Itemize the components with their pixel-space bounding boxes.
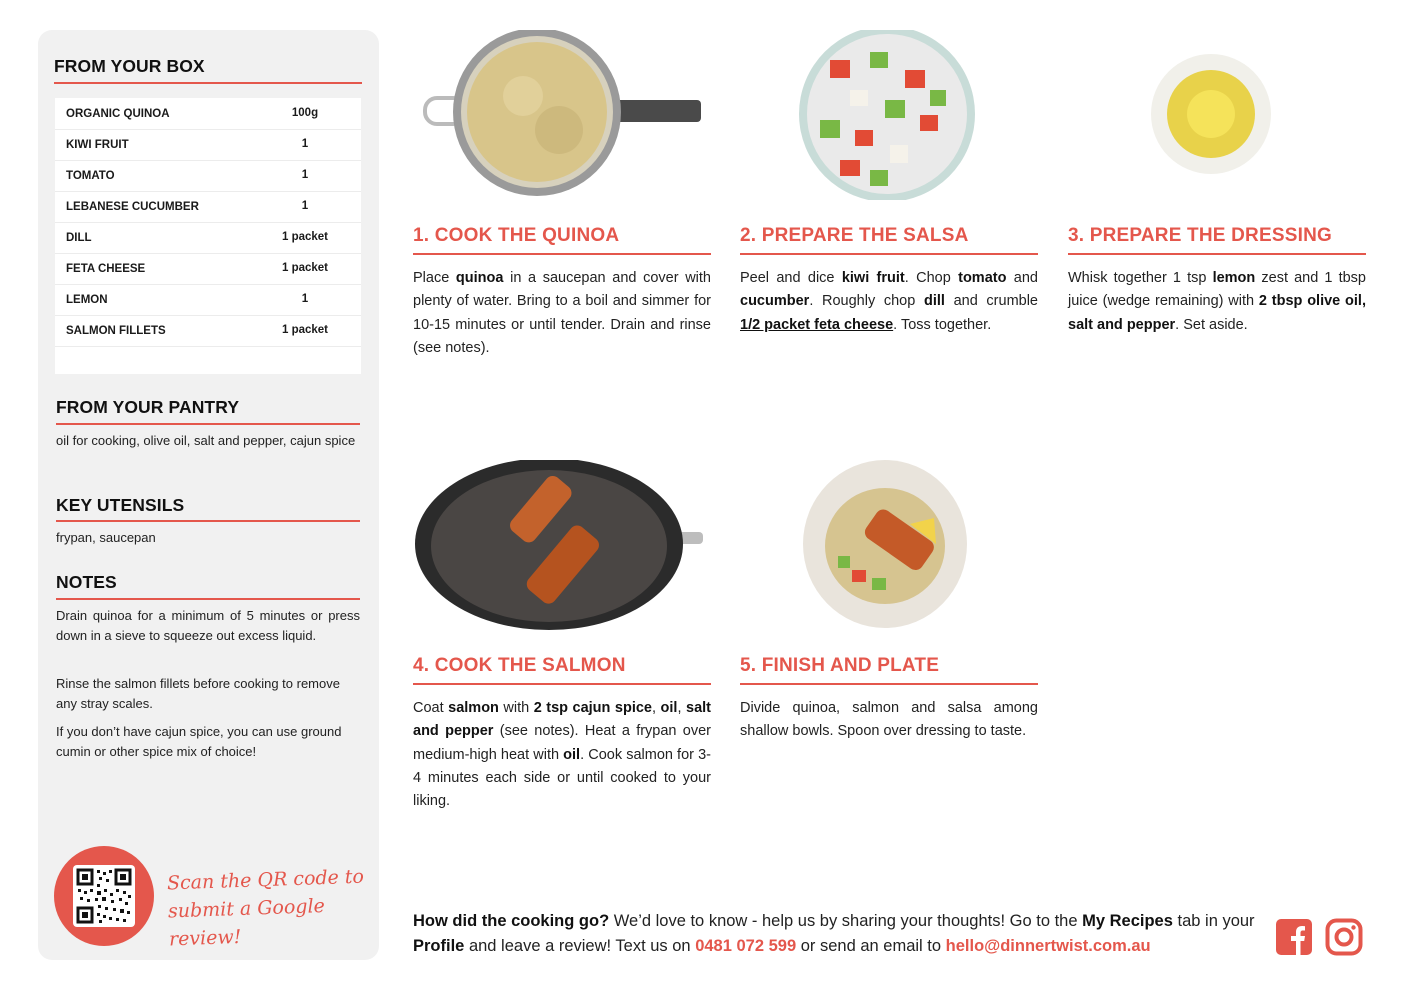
text-bold: Profile [413, 937, 465, 955]
table-row [55, 253, 361, 285]
text-bold: 2 tsp cajun spice [533, 700, 652, 716]
table-row [55, 98, 361, 130]
text-bold: salmon [448, 700, 499, 716]
text-run: zest and 1 tbsp juice (wedge remaining) with [1068, 270, 1366, 310]
ingredient-qty: 1 [301, 138, 309, 150]
ingredient-qty: 1 packet [281, 324, 329, 336]
qr-caption-line: submit a Google review! [167, 895, 326, 951]
pantry-rule [56, 423, 360, 425]
text-run: . Cook salmon for 3-4 minutes each side or until cooked to your liking. [413, 746, 711, 810]
step-1-text [413, 267, 711, 360]
note-item: Drain quinoa for a minimum of 5 minutes or press down in a sieve to squeeze out excess liquid. [56, 608, 360, 643]
text-run: and [1006, 270, 1038, 286]
text-run: We’d love to know - help us by sharing your thoughts! Go to the [609, 912, 1083, 930]
step-1-rule [413, 253, 711, 255]
note-item: Rinse the salmon fillets before cooking to remove any stray scales. [56, 676, 340, 711]
qr-caption-line: Scan the QR code to [166, 865, 365, 895]
ingredient-name: ORGANIC QUINOA [66, 108, 170, 120]
salmon-frypan-photo [413, 460, 711, 630]
step-2-text [740, 267, 1038, 337]
utensils-text: frypan, saucepan [56, 530, 156, 545]
step-5-rule [740, 683, 1038, 685]
box-title: FROM YOUR BOX [54, 56, 205, 76]
text-run: Coat [413, 700, 449, 716]
ingredient-name: DILL [66, 232, 92, 244]
ingredient-name: LEBANESE CUCUMBER [66, 201, 199, 213]
utensils-title: KEY UTENSILS [56, 495, 185, 515]
text-bold: My Recipes [1082, 912, 1173, 930]
pantry-text: oil for cooking, olive oil, salt and pepper, cajun spice [56, 433, 356, 448]
text-bold-underlined: 1/2 packet feta cheese [740, 316, 894, 333]
text-run: , [651, 700, 661, 716]
text-run: . Chop [904, 270, 959, 286]
phone-link[interactable]: 0481 072 599 [695, 937, 797, 955]
ingredient-qty: 1 [301, 169, 309, 181]
ingredient-qty: 1 [301, 293, 309, 305]
step-2-rule [740, 253, 1038, 255]
step-3-text [1068, 267, 1366, 337]
dressing-bowl-photo [1068, 30, 1366, 200]
salsa-bowl-photo [740, 30, 1038, 200]
table-row [55, 284, 361, 316]
step-2-title: 2. PREPARE THE SALSA [740, 225, 969, 246]
text-run: and crumble [944, 293, 1038, 310]
ingredient-name: FETA CHEESE [66, 263, 146, 275]
step-5-text [740, 697, 1038, 744]
utensils-rule [56, 520, 360, 522]
box-title-rule [54, 82, 362, 84]
review-footer [413, 909, 1263, 959]
text-run: and leave a review! Text us on [464, 937, 696, 955]
notes-title: NOTES [56, 572, 117, 592]
text-run: , [677, 700, 686, 716]
text-run: Divide quinoa, salmon and salsa among shallow bowls. Spoon over dressing to taste. [740, 700, 1038, 740]
text-bold: dill [923, 293, 945, 310]
step-3-title: 3. PREPARE THE DRESSING [1068, 225, 1332, 246]
step-4-title: 4. COOK THE SALMON [413, 655, 626, 676]
step-4-text [413, 697, 711, 813]
text-run: with [498, 700, 534, 716]
text-bold: salt and pepper [413, 700, 711, 740]
ingredient-qty: 100g [291, 107, 319, 119]
step-4-rule [413, 683, 711, 685]
text-run: . Set aside. [1175, 316, 1248, 333]
text-run: (see notes). Heat a frypan over medium-high heat with [413, 723, 712, 763]
text-bold: 2 tbsp olive oil, salt and pepper [1068, 293, 1366, 333]
text-bold: oil [660, 700, 678, 716]
plated-dish-photo [740, 460, 1038, 630]
ingredient-name: KIWI FRUIT [66, 139, 129, 151]
table-row [55, 160, 361, 192]
text-bold: cucumber [740, 293, 810, 310]
table-row [55, 129, 361, 161]
text-run: Whisk together 1 tsp [1068, 270, 1213, 286]
ingredient-name: TOMATO [66, 170, 115, 182]
ingredients-table [55, 98, 361, 374]
step-1-title: 1. COOK THE QUINOA [413, 225, 620, 246]
text-run: . Toss together. [893, 316, 992, 333]
table-row [55, 222, 361, 254]
email-link[interactable]: hello@dinnertwist.com.au [945, 937, 1151, 955]
instagram-icon[interactable] [1325, 918, 1363, 956]
text-bold: lemon [1212, 270, 1256, 286]
notes-rule [56, 598, 360, 600]
text-run: Place [413, 270, 456, 286]
step-5-title: 5. FINISH AND PLATE [740, 655, 940, 676]
ingredients-sidebar [38, 30, 379, 960]
qr-caption [167, 863, 370, 954]
text-run: tab in your [1172, 912, 1255, 930]
pantry-title: FROM YOUR PANTRY [56, 397, 240, 417]
note-item: If you don’t have cajun spice, you can use ground cumin or other spice mix of choice! [56, 724, 342, 759]
text-run: or send an email to [796, 937, 946, 955]
ingredient-qty: 1 [301, 200, 309, 212]
ingredient-name: LEMON [66, 294, 108, 306]
ingredient-qty: 1 packet [281, 262, 329, 274]
facebook-icon[interactable] [1275, 918, 1313, 956]
ingredient-name: SALMON FILLETS [66, 325, 166, 337]
table-row [55, 191, 361, 223]
text-bold: kiwi fruit [841, 270, 905, 286]
step-3-rule [1068, 253, 1366, 255]
table-row [55, 315, 361, 347]
text-bold: quinoa [455, 270, 504, 286]
text-bold: tomato [958, 270, 1007, 286]
qr-badge[interactable] [54, 846, 154, 946]
ingredient-qty: 1 packet [281, 231, 329, 243]
qr-code-icon[interactable] [73, 865, 135, 927]
text-run: . Roughly chop [809, 293, 924, 310]
text-bold: How did the cooking go? [413, 912, 610, 930]
text-run: Peel and dice [740, 270, 842, 286]
text-bold: oil [563, 746, 581, 763]
quinoa-saucepan-photo [413, 30, 711, 200]
text-run: in a saucepan and cover with plenty of water. Bring to a boil and simmer for 10-15 minutes or until tender. Drain and rinse (see notes). [413, 270, 711, 356]
